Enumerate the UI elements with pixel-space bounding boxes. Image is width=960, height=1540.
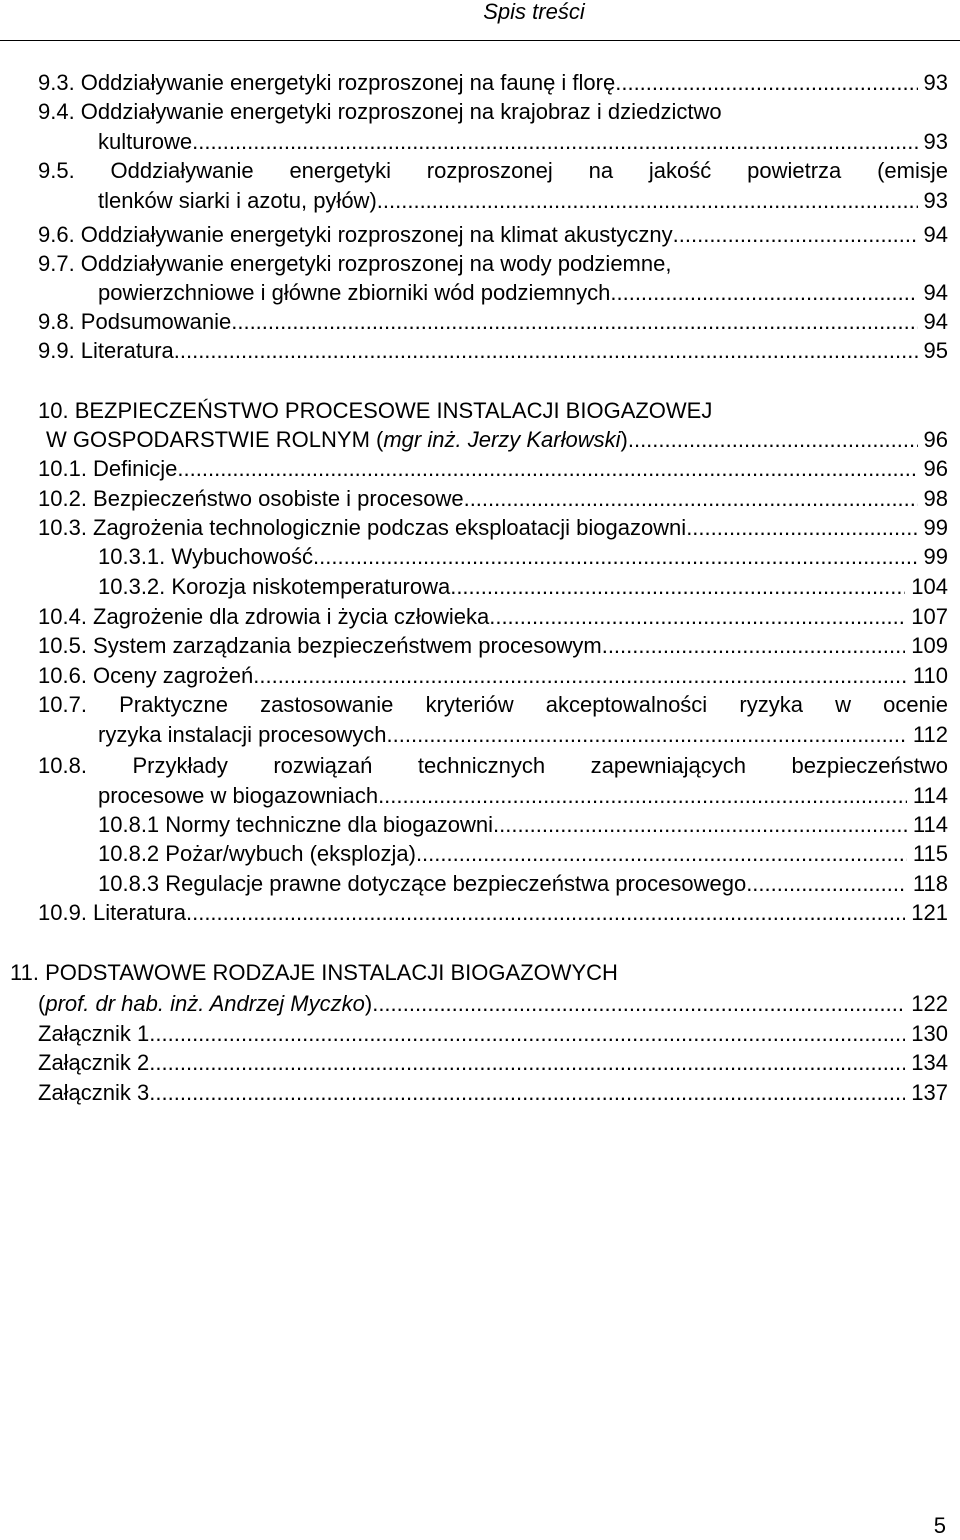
toc-entry-label: 10.3.2. Korozja niskotemperaturowa: [98, 574, 451, 599]
toc-entry-label: 10.6. Oceny zagrożeń: [38, 663, 254, 688]
toc-entry-page: 94: [923, 280, 948, 305]
toc-entry-label: tlenków siarki i azotu, pyłów): [98, 188, 377, 213]
toc-entry-page: 94: [923, 309, 948, 334]
toc-entry-label: ryzyka instalacji procesowych: [98, 722, 387, 747]
toc-chapter-author: mgr inż. Jerzy Karłowski: [383, 427, 621, 452]
toc-chapter-heading[interactable]: [10, 959, 948, 987]
toc-entry[interactable]: [38, 1079, 948, 1107]
toc-entry-page: 114: [912, 783, 948, 808]
page-header: [0, 0, 960, 41]
toc-entry[interactable]: [38, 899, 948, 927]
toc-entry-line[interactable]: [38, 691, 948, 719]
toc-entry-page: 95: [923, 338, 948, 363]
toc-entry-page: 96: [923, 456, 948, 481]
toc-entry-page: 122: [911, 991, 948, 1016]
toc-entry-page: 94: [923, 222, 948, 247]
toc-chapter-subtitle: (prof. dr hab. inż. Andrzej Myczko): [38, 991, 373, 1016]
toc-entry-label: powierzchniowe i główne zbiorniki wód podziemnych: [98, 280, 611, 305]
toc-entry-line[interactable]: [38, 98, 948, 126]
toc-chapter-subtitle: W GOSPODARSTWIE ROLNYM (mgr inż. Jerzy Karłowski): [46, 427, 628, 452]
toc-entry[interactable]: [98, 870, 948, 898]
toc-entry-page: 109: [911, 633, 948, 658]
toc-entry-label: 10.5. System zarządzania bezpieczeństwem procesowym: [38, 633, 602, 658]
toc-entry-label: 10.9. Literatura: [38, 900, 186, 925]
toc-entry-label: 9.6. Oddziaływanie energetyki rozproszonej na klimat akustyczny: [38, 222, 673, 247]
toc-entry[interactable]: [38, 990, 948, 1018]
toc-entry[interactable]: [38, 1049, 948, 1077]
toc-entry[interactable]: [38, 632, 948, 660]
toc-entry[interactable]: [38, 1020, 948, 1048]
toc-entry-line[interactable]: [38, 157, 948, 185]
toc-entry-label: 10.8.2 Pożar/wybuch (eksplozja): [98, 841, 416, 866]
toc-entry-label: 10.3.1. Wybuchowość: [98, 544, 314, 569]
toc-entry-page: 134: [911, 1050, 948, 1075]
toc-entry-page: 93: [923, 129, 948, 154]
toc-entry[interactable]: [38, 69, 948, 97]
toc-entry-label: 10.3. Zagrożenia technologicznie podczas eksploatacji biogazowni: [38, 515, 687, 540]
toc-entry-label: 9.5. Oddziaływanie energetyki rozproszonej na jakość powietrza (emisje: [38, 158, 948, 183]
toc-entry-label: Załącznik 2: [38, 1050, 150, 1075]
toc-entry-page: 104: [911, 574, 948, 599]
toc-entry[interactable]: [98, 187, 948, 215]
toc-entry-label: Załącznik 1: [38, 1021, 150, 1046]
toc-entry-label: 10.8. Przykłady rozwiązań technicznych zapewniających bezpieczeństwo: [38, 753, 948, 778]
toc-entry[interactable]: [38, 221, 948, 249]
toc-entry-page: 93: [923, 188, 948, 213]
toc-entry-line[interactable]: [38, 250, 948, 278]
toc-chapter-author: prof. dr hab. inż. Andrzej Myczko: [45, 991, 365, 1016]
toc-entry[interactable]: [98, 840, 948, 868]
toc-entry[interactable]: [38, 514, 948, 542]
toc-entry[interactable]: [98, 279, 948, 307]
toc-entry-label: 10.8.1 Normy techniczne dla biogazowni.: [98, 812, 500, 837]
toc-entry[interactable]: [98, 128, 948, 156]
toc-entry[interactable]: [98, 543, 948, 571]
toc-entry-label: 9.9. Literatura: [38, 338, 174, 363]
header-title: Spis treści: [483, 0, 585, 24]
toc-entry-label: 10.7. Praktyczne zastosowanie kryteriów akceptowalności ryzyka w ocenie: [38, 692, 948, 717]
toc-entry-page: 137: [911, 1080, 948, 1105]
toc-entry[interactable]: [38, 485, 948, 513]
toc-entry-label: 10.8.3 Regulacje prawne dotyczące bezpieczeństwa procesowego: [98, 871, 747, 896]
toc-entry-label: 10.4. Zagrożenie dla zdrowia i życia człowieka: [38, 604, 490, 629]
toc-entry[interactable]: [98, 782, 948, 810]
toc-entry-page: 118: [912, 871, 948, 896]
toc-entry-label: 9.8. Podsumowanie: [38, 309, 232, 334]
toc-entry-page: 112: [912, 722, 948, 747]
toc-entry-label: 10.2. Bezpieczeństwo osobiste i procesowe: [38, 486, 464, 511]
toc-entry-label: procesowe w biogazowniach: [98, 783, 379, 808]
toc-entry-page: 110: [912, 663, 948, 688]
toc-chapter-title: 10. BEZPIECZEŃSTWO PROCESOWE INSTALACJI BIOGAZOWEJ: [38, 398, 713, 423]
toc-entry[interactable]: [98, 811, 948, 839]
toc-entry-label: 9.7. Oddziaływanie energetyki rozproszonej na wody podziemne,: [38, 251, 672, 276]
toc-entry[interactable]: [98, 721, 948, 749]
toc-entry[interactable]: [38, 662, 948, 690]
toc-chapter-title: 11. PODSTAWOWE RODZAJE INSTALACJI BIOGAZOWYCH: [10, 960, 618, 985]
toc-entry-page: 107: [911, 604, 948, 629]
toc-entry[interactable]: [38, 308, 948, 336]
toc-entry[interactable]: [98, 573, 948, 601]
toc-entry-label: 9.3. Oddziaływanie energetyki rozproszonej na faunę i florę: [38, 70, 616, 95]
toc-entry[interactable]: [38, 337, 948, 365]
toc-entry-page: 98: [923, 486, 948, 511]
toc-entry-page: 115: [912, 841, 948, 866]
toc-entry-page: 99: [923, 515, 948, 540]
toc-entry-page: 130: [911, 1021, 948, 1046]
page-number: 5: [933, 1513, 946, 1538]
toc-chapter-heading[interactable]: [38, 397, 948, 425]
toc-entry-label: kulturowe: [98, 129, 193, 154]
toc-entry-label: 10.1. Definicje: [38, 456, 178, 481]
toc-entry-page: 99: [923, 544, 948, 569]
toc-entry-page: 93: [923, 70, 948, 95]
toc-entry-page: 96: [923, 427, 948, 452]
toc-entry-label: 9.4. Oddziaływanie energetyki rozproszonej na krajobraz i dziedzictwo: [38, 99, 722, 124]
toc-entry-line[interactable]: [38, 752, 948, 780]
toc-entry-page: 114: [912, 812, 948, 837]
toc-entry[interactable]: [38, 455, 948, 483]
toc-entry[interactable]: [46, 426, 948, 454]
toc-entry-label: Załącznik 3: [38, 1080, 150, 1105]
toc-entry[interactable]: [38, 603, 948, 631]
toc-entry-page: 121: [911, 900, 948, 925]
